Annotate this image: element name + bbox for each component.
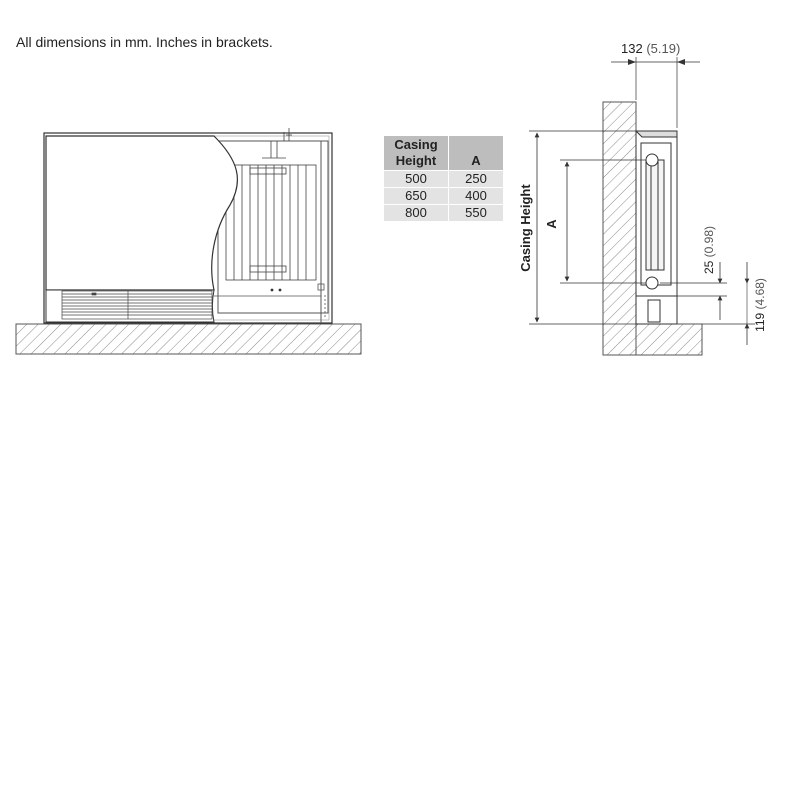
casing-height-cell: 500 — [384, 171, 449, 188]
a-label: A — [544, 219, 559, 229]
gap-inches: (0.98) — [702, 225, 716, 258]
depth-inches: (5.19) — [646, 41, 681, 56]
floor-section — [636, 324, 702, 355]
gap-label: 25 — [702, 260, 716, 275]
front-floor — [16, 324, 361, 354]
table-row — [384, 171, 504, 188]
a-cell: 250 — [449, 171, 504, 188]
section-view — [603, 102, 702, 355]
casing-height-cell: 800 — [384, 205, 449, 222]
front-grille — [62, 291, 212, 319]
header-casing-height — [384, 136, 449, 171]
table-row — [384, 205, 504, 222]
dimensions-note: All dimensions in mm. Inches in brackets. — [16, 34, 273, 50]
floor-clearance-label: 119 — [753, 312, 767, 332]
svg-text:132 (5.19) — [621, 41, 680, 56]
casing-height-cell: 650 — [384, 188, 449, 205]
header-casing-line2: Height — [395, 153, 437, 168]
svg-text:119 (4.68) — [753, 278, 767, 332]
floor-clearance-inches: (4.68) — [753, 278, 767, 310]
header-a: A — [449, 136, 504, 171]
depth-label: 132 — [621, 41, 643, 56]
header-casing-line1: Casing — [394, 137, 438, 152]
a-cell: 400 — [449, 188, 504, 205]
casing-height-table — [383, 135, 504, 222]
a-cell: 550 — [449, 205, 504, 222]
table-row — [384, 188, 504, 205]
front-panel — [46, 136, 237, 290]
wall-section — [603, 102, 636, 355]
casing-height-label: Casing Height — [518, 184, 533, 272]
front-view — [16, 128, 361, 354]
svg-text:25 (0.98) — [702, 226, 716, 274]
